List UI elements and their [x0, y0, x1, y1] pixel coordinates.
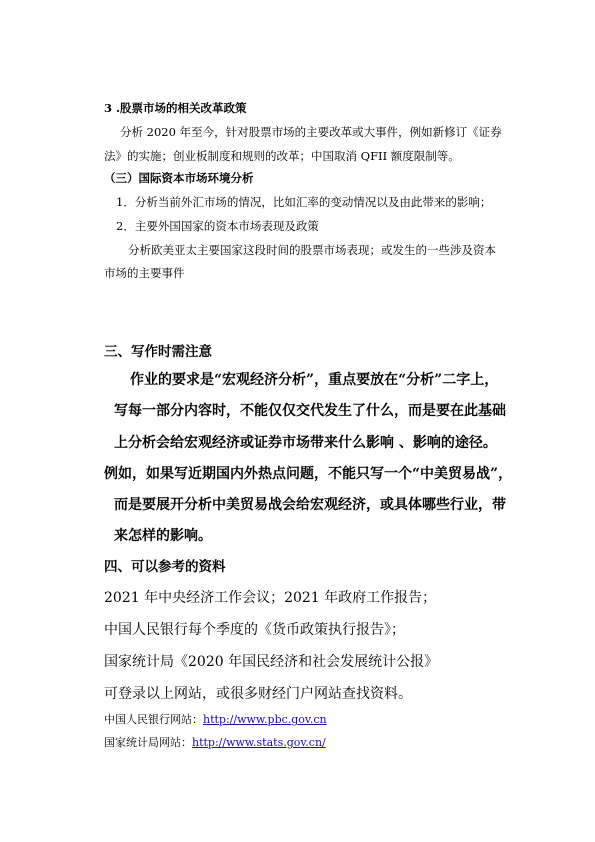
- section-3-paragraph-line-2: 法》的实施；创业板制度和规则的改革；中国取消 QFII 额度限制等。: [104, 149, 460, 163]
- section-three-item-1: 1．分析当前外汇市场的情况，比如汇率的变动情况以及由此带来的影响；: [116, 195, 492, 209]
- writing-notes-line-4: 例如，如果写近期国内外热点问题，不能只写一个“中美贸易战”，: [104, 466, 513, 482]
- stats-website-row: [104, 734, 326, 750]
- references-heading: 四、可以参考的资料: [104, 559, 226, 575]
- stats-website-label: 国家统计局网站：: [104, 736, 192, 749]
- section-3-paragraph-line-1: 分析 2020 年至今，针对股票市场的主要改革或大事件，例如新修订《证券: [120, 125, 502, 139]
- references-line-4: 可登录以上网站，或很多财经门户网站查找资料。: [104, 686, 412, 702]
- pbc-website-link[interactable]: http://www.pbc.gov.cn: [203, 713, 327, 726]
- writing-notes-line-2: 写每一部分内容时，不能仅仅交代发生了什么，而是要在此基础: [114, 403, 506, 419]
- writing-notes-line-1: 作业的要求是“宏观经济分析”，重点要放在“分析”二字上，: [130, 372, 499, 388]
- section-three-paragraph-line-1: 分析欧美亚太主要国家这段时间的股票市场表现；或发生的一些涉及资本: [128, 243, 496, 257]
- section-three-item-2: 2．主要外国国家的资本市场表现及政策: [116, 219, 319, 233]
- references-line-3: 国家统计局《2020 年国民经济和社会发展统计公报》: [104, 654, 439, 670]
- writing-notes-heading: 三、写作时需注意: [104, 344, 212, 360]
- writing-notes-line-3: 上分析会给宏观经济或证券市场带来什么影响 、影响的途径。: [114, 435, 497, 451]
- section-3-heading: 3 .股票市场的相关改革政策: [104, 101, 247, 115]
- section-three-sub-heading: （三）国际资本市场环境分析: [104, 171, 254, 185]
- pbc-website-label: 中国人民银行网站：: [104, 713, 203, 726]
- writing-notes-line-6: 来怎样的影响。: [114, 528, 212, 544]
- references-line-1: 2021 年中央经济工作会议；2021 年政府工作报告；: [104, 590, 437, 606]
- pbc-website-row: [104, 711, 327, 727]
- writing-notes-line-5: 而是要展开分析中美贸易战会给宏观经济，或具体哪些行业，带: [114, 497, 506, 513]
- section-three-paragraph-line-2: 市场的主要事件: [104, 266, 185, 280]
- stats-website-link[interactable]: http://www.stats.gov.cn/: [192, 736, 326, 749]
- references-line-2: 中国人民银行每个季度的《货币政策执行报告》；: [104, 622, 405, 638]
